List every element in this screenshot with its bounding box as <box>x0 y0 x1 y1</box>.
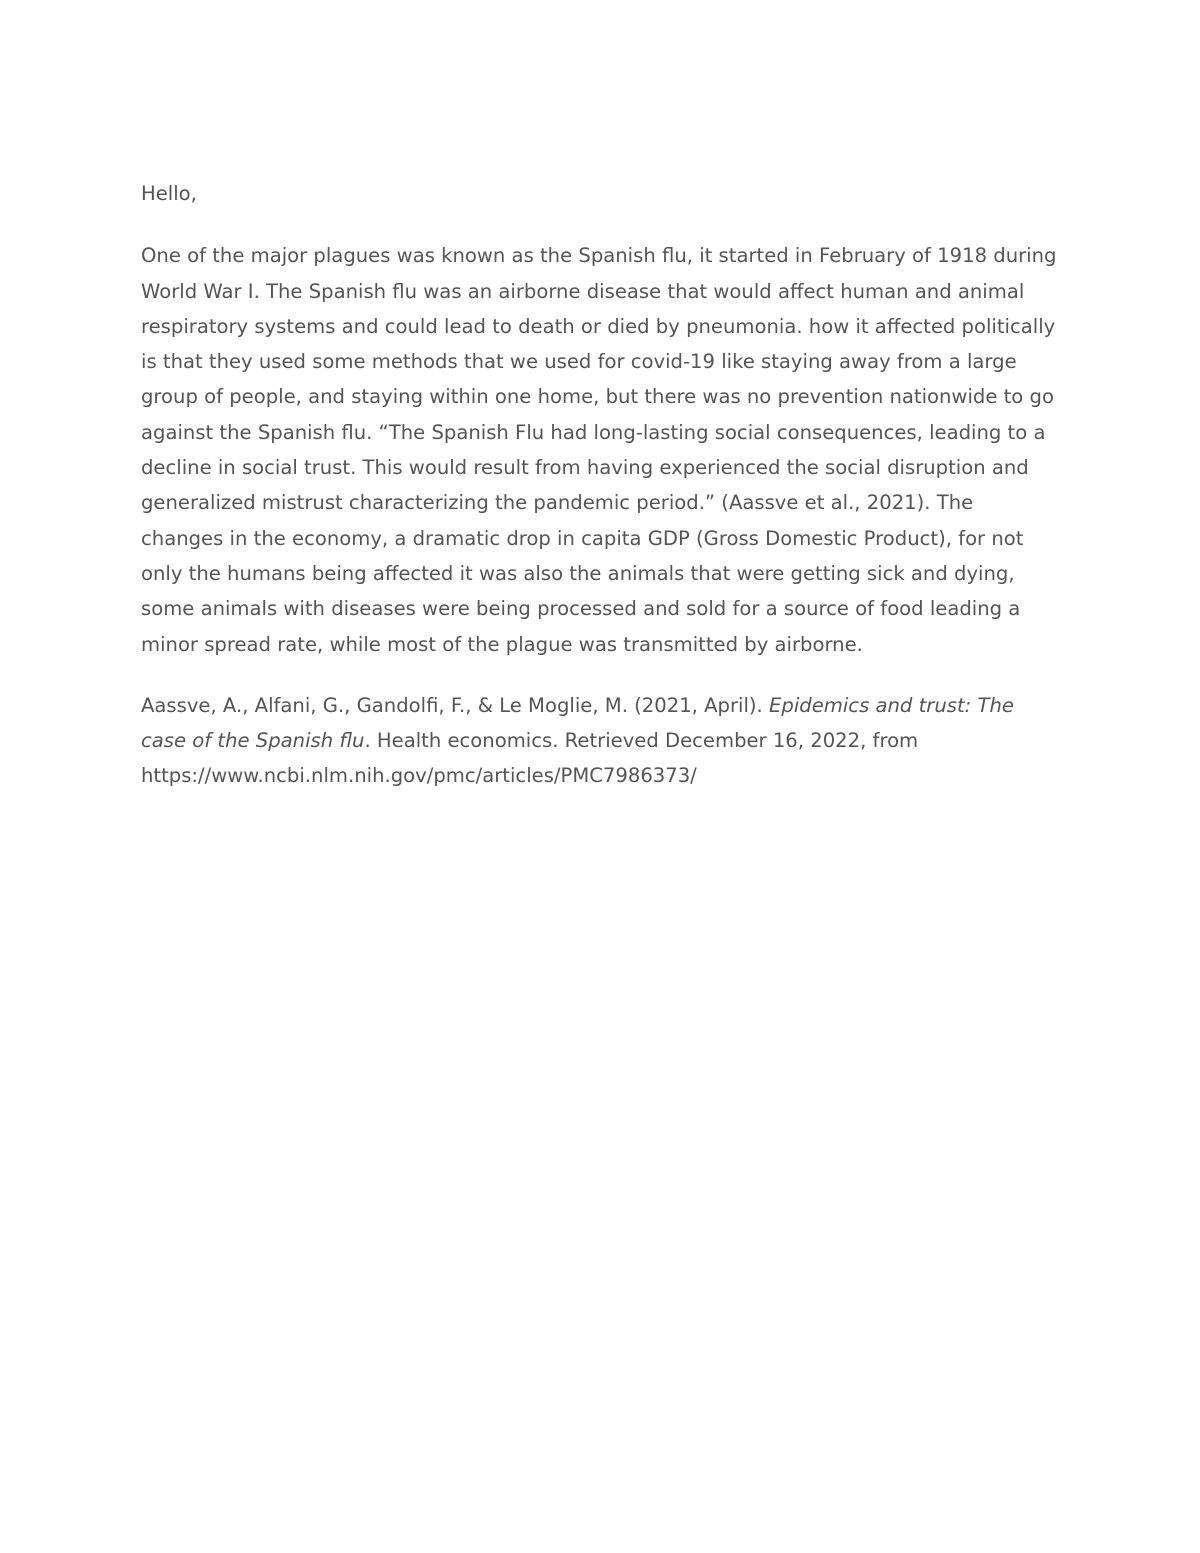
reference-citation <box>141 688 1061 794</box>
document-content <box>141 176 1061 794</box>
reference-title: Epidemics and trust: The case of the Spanish flu <box>141 693 1014 753</box>
body-paragraph: One of the major plagues was known as the Spanish flu, it started in February of 1918 during World War I. The Spanish flu was an airborne disease that would affect human and animal respiratory systems and could lead to death or died by pneumonia. how it affected politically is that they used some methods that we used for covid-19 like staying away from a large group of people, and staying within one home, but there was no prevention nationwide to go against the Spanish flu. “The Spanish Flu had long-lasting social consequences, leading to a decline in social trust. This would result from having experienced the social disruption and generalized mistrust characterizing the pandemic period.” (Aassve et al., 2021). The changes in the economy, a dramatic drop in capita GDP (Gross Domestic Product), for not only the humans being affected it was also the animals that were getting sick and dying, some animals with diseases were being processed and sold for a source of food leading a minor spread rate, while most of the plague was transmitted by airborne. <box>141 244 1057 656</box>
greeting: Hello, <box>141 182 197 205</box>
reference-authors: Aassve, A., Alfani, G., Gandolfi, F., & Le Moglie, M. (2021, April). <box>141 693 770 717</box>
reference-source: . Health economics. Retrieved December 16, 2022, from https://www.ncbi.nlm.nih.gov/pmc/articles/PMC7986373/ <box>141 729 919 788</box>
